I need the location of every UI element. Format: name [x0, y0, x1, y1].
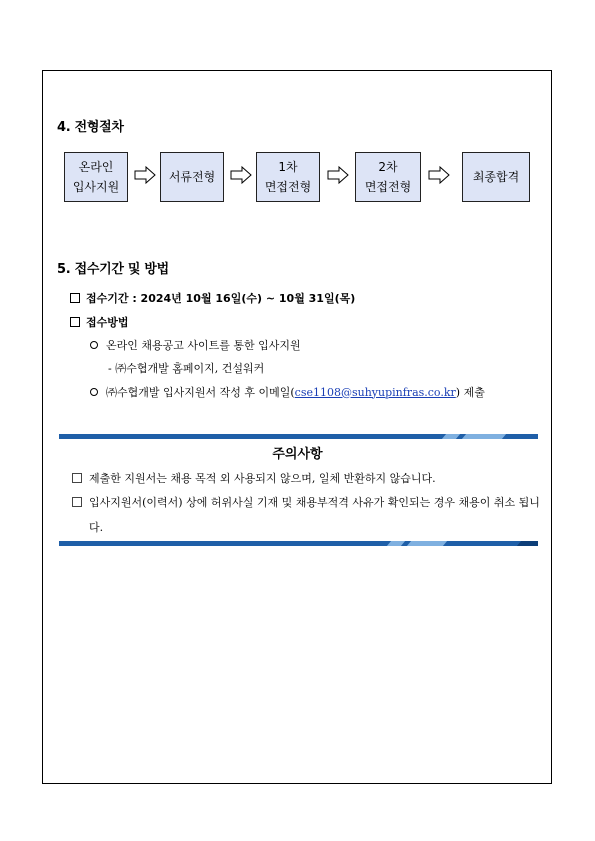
right-arrow-icon [134, 165, 156, 185]
step-document-screening: 서류전형 [160, 152, 224, 202]
step-second-interview: 2차 면접전형 [355, 152, 421, 202]
step-final-pass: 최종합격 [462, 152, 530, 202]
notice-title: 주의사항 [272, 447, 323, 462]
method-item-2: ㈜수협개발 입사지원서 작성 후 이메일( cse1108@suhyupinfras.co.kr ) 제출 [90, 384, 485, 400]
notice-item-2: 입사지원서(이력서) 상에 허위사실 기재 및 채용부적격 사유가 확인되는 경우 채용이 취소 됩니다. [72, 490, 542, 540]
step-first-interview: 1차 면접전형 [256, 152, 320, 202]
notice-bottom-bar [59, 541, 538, 546]
method-item-1: 온라인 채용공고 사이트를 통한 입사지원 [90, 337, 301, 353]
circle-bullet-icon [90, 388, 98, 396]
period-text: 접수기간 : 2024년 10월 16일(수) ~ 10월 31일(목) [86, 292, 356, 305]
right-arrow-icon [428, 165, 450, 185]
square-bullet-icon [72, 473, 82, 483]
method-text: 접수방법 [86, 316, 129, 329]
checkbox-icon [70, 317, 80, 327]
right-arrow-icon [230, 165, 252, 185]
square-bullet-icon [72, 497, 82, 507]
checkbox-icon [70, 293, 80, 303]
circle-bullet-icon [90, 341, 98, 349]
right-arrow-icon [327, 165, 349, 185]
period-row [70, 290, 355, 306]
method-item-1-sub: - ㈜수협개발 홈페이지, 건설워커 [108, 362, 265, 375]
section-5-title: 5. 접수기간 및 방법 [57, 262, 169, 277]
method-row [70, 314, 129, 330]
notice-item-1: 제출한 지원서는 채용 목적 외 사용되지 않으며, 일체 반환하지 않습니다. [72, 466, 542, 491]
step-online-apply: 온라인 입사지원 [64, 152, 128, 202]
email-link[interactable]: cse1108@suhyupinfras.co.kr [294, 385, 456, 399]
process-flow [0, 148, 595, 204]
section-4-title: 4. 전형절차 [57, 120, 124, 135]
notice-top-bar [59, 434, 538, 439]
